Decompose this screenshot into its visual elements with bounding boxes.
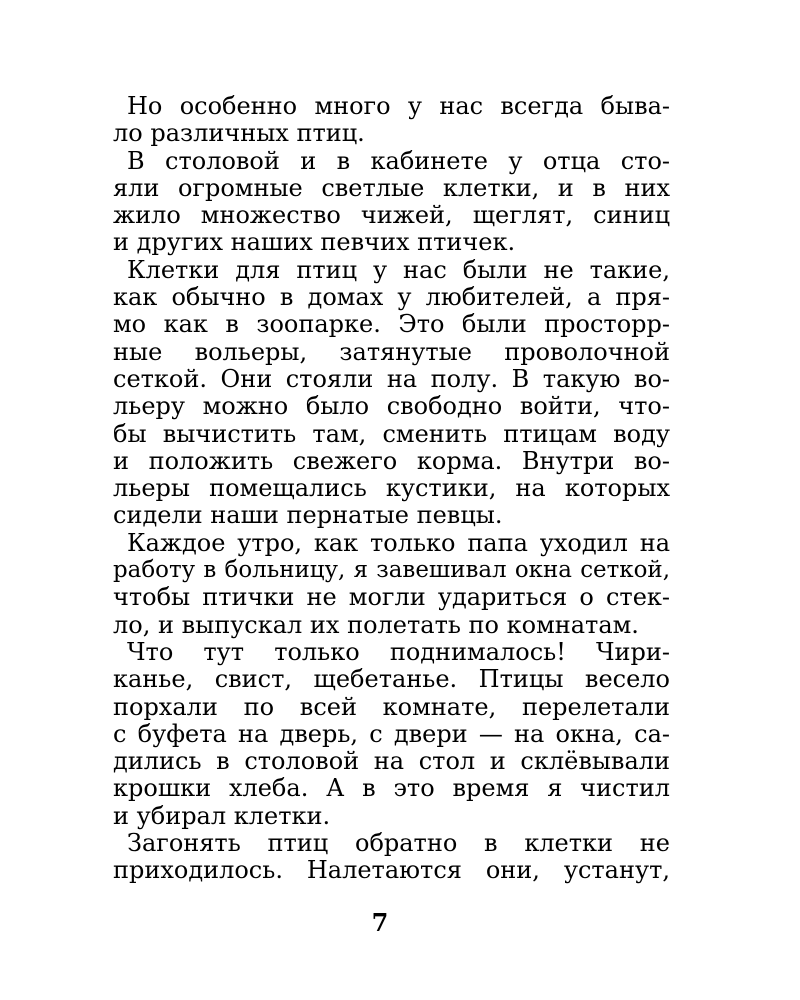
text-line: и убирал клетки. <box>113 801 331 830</box>
text-line: крошки хлеба. А в это время я чистил <box>113 774 670 803</box>
body-text <box>113 93 670 885</box>
text-line: яли огромные светлые клетки, и в них <box>113 173 670 202</box>
page-number: 7 <box>371 908 389 937</box>
text-line: жило множество чижей, щеглят, синиц <box>113 201 670 230</box>
text-line: дились в столовой на стол и склёвывали <box>113 747 670 776</box>
text-line: порхали по всей комнате, перелетали <box>113 692 670 721</box>
text-line: и положить свежего корма. Внутри во- <box>113 446 670 475</box>
text-line: как обычно в домах у любителей, а пря- <box>113 283 670 312</box>
text-line: работу в больницу, я завешивал окна сеткой, <box>113 557 670 584</box>
text-line: мо как в зоопарке. Это были просторр- <box>113 310 670 339</box>
text-line: Клетки для птиц у нас были не такие, <box>127 255 670 284</box>
text-line: Но особенно много у нас всегда быва- <box>127 92 670 120</box>
text-line: бы вычистить там, сменить птицам воду <box>113 419 670 448</box>
text-line: ло, и выпускал их полетать по комнатам. <box>113 610 639 639</box>
text-line: льеру можно было свободно войти, что- <box>113 392 670 421</box>
text-line: льеры помещались кустики, на которых <box>113 474 670 503</box>
text-line: приходилось. Налетаются они, устанут, <box>113 856 670 885</box>
text-line: и других наших певчих птичек. <box>113 228 516 257</box>
text-line: Каждое утро, как только папа уходил на <box>127 528 670 557</box>
text-line: канье, свист, щебетанье. Птицы весело <box>113 665 670 694</box>
text-line: чтобы птички не могли удариться о стек- <box>113 583 670 612</box>
text-line: сеткой. Они стояли на полу. В такую во- <box>113 364 670 393</box>
text-line: сидели наши пернатые певцы. <box>113 501 503 530</box>
text-line: В столовой и в кабинете у отца сто- <box>127 146 670 175</box>
text-line: ные вольеры, затянутые проволочной <box>113 337 670 366</box>
text-line: ло различных птиц. <box>113 119 365 148</box>
text-line: Что тут только поднималось! Чири- <box>127 637 670 666</box>
text-line: Загонять птиц обратно в клетки не <box>127 829 670 858</box>
text-line: с буфета на дверь, с двери — на окна, са- <box>113 719 670 748</box>
